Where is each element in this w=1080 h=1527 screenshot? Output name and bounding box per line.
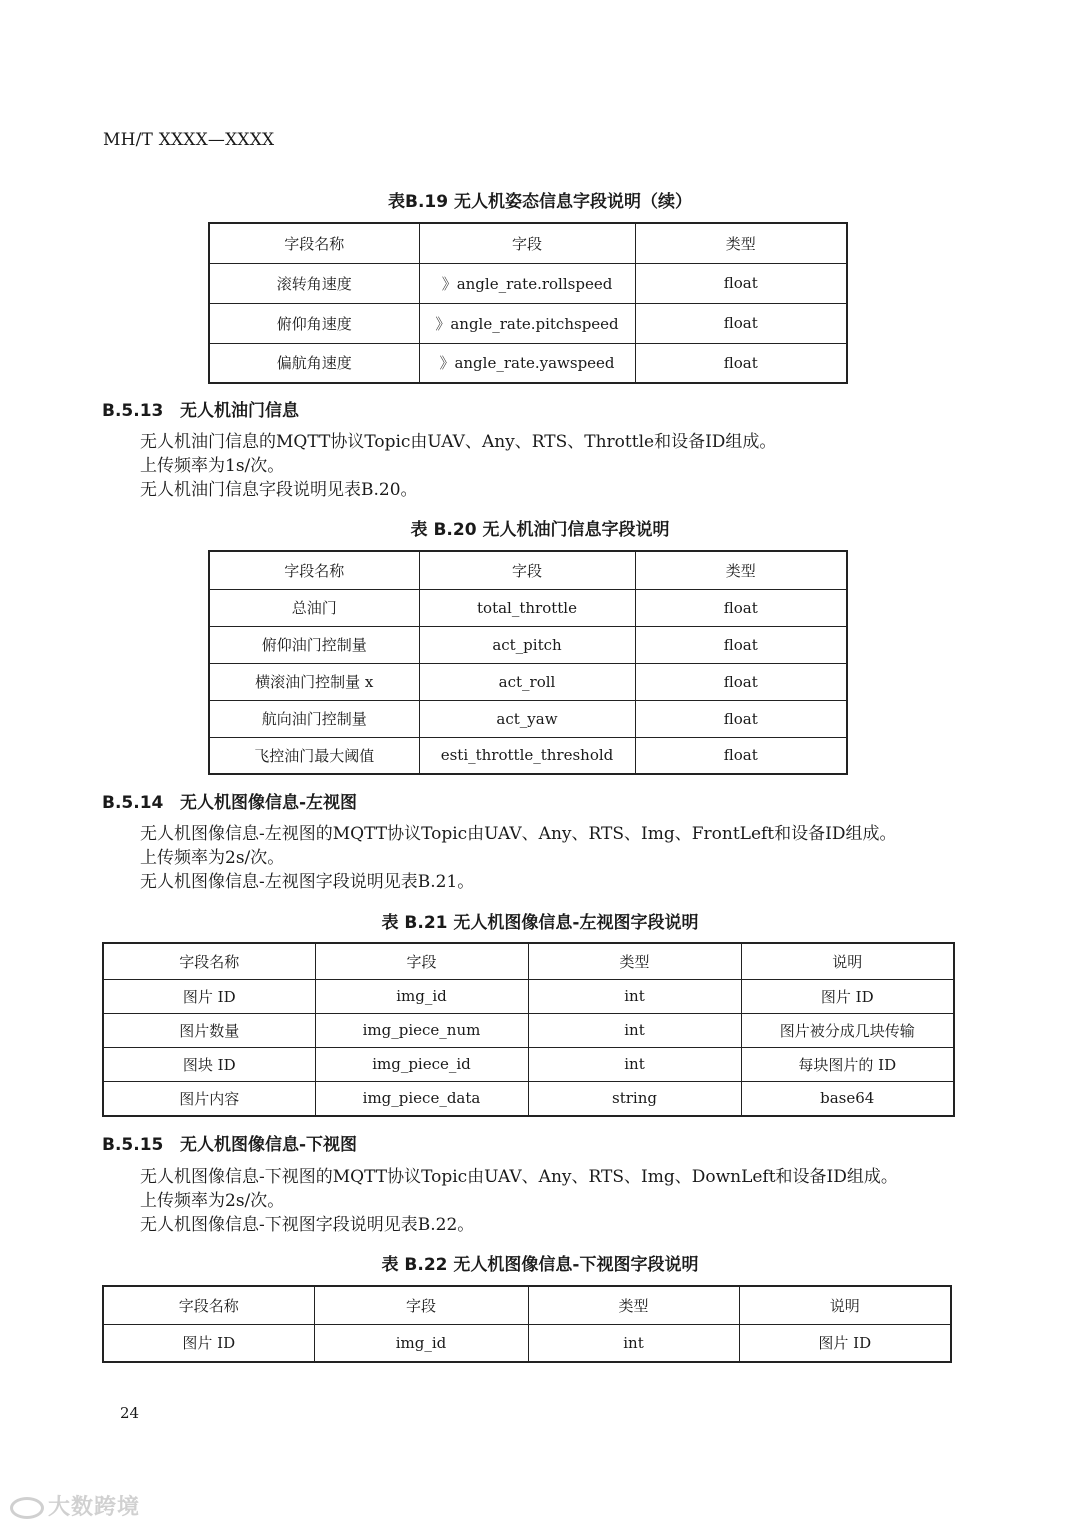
table-b22-caption: 表 B.22 无人机图像信息-下视图字段说明 <box>381 1255 699 1275</box>
header-cell: 字段名称 <box>103 1286 314 1324</box>
table-b21 <box>102 942 955 1117</box>
table-cell: float <box>635 700 847 737</box>
table-cell: int <box>528 1047 741 1081</box>
table-cell: int <box>528 1324 739 1362</box>
table-cell: float <box>635 626 847 663</box>
table-cell: 俯仰油门控制量 <box>209 626 419 663</box>
table-row <box>209 626 847 663</box>
header-cell: 字段 <box>419 551 635 589</box>
table-cell: 》angle_rate.yawspeed <box>419 343 635 383</box>
paragraph-line: 无人机图像信息-下视图的MQTT协议Topic由UAV、Any、RTS、Img、DownLeft和设备ID组成。 <box>140 1167 898 1187</box>
table-cell: 》angle_rate.pitchspeed <box>419 303 635 343</box>
table-cell: act_pitch <box>419 626 635 663</box>
table-cell: img_piece_num <box>315 1013 528 1047</box>
page-number: 24 <box>120 1404 140 1422</box>
table-cell: img_piece_id <box>315 1047 528 1081</box>
header-cell: 字段名称 <box>209 551 419 589</box>
table-b22 <box>102 1285 952 1363</box>
header-cell: 类型 <box>528 943 741 979</box>
table-cell: 飞控油门最大阈值 <box>209 737 419 774</box>
header-cell: 字段 <box>314 1286 528 1324</box>
table-cell: float <box>635 263 847 303</box>
section-title: 无人机图像信息-左视图 <box>180 793 358 813</box>
table-cell: 图片内容 <box>103 1081 315 1116</box>
header-cell: 字段名称 <box>103 943 315 979</box>
paragraph-line: 无人机图像信息-左视图字段说明见表B.21。 <box>140 872 475 892</box>
table-cell: 图片数量 <box>103 1013 315 1047</box>
table-cell: 图块 ID <box>103 1047 315 1081</box>
paragraph-line: 无人机油门信息字段说明见表B.20。 <box>140 480 418 500</box>
paragraph-line: 无人机图像信息-下视图字段说明见表B.22。 <box>140 1215 475 1235</box>
table-cell: img_id <box>314 1324 528 1362</box>
table-row <box>209 589 847 626</box>
paragraph-line: 上传频率为2s/次。 <box>140 848 285 868</box>
table-header-row <box>209 551 847 589</box>
table-row <box>103 1047 954 1081</box>
header-cell: 字段名称 <box>209 223 419 263</box>
header-cell: 类型 <box>635 223 847 263</box>
table-b20-caption: 表 B.20 无人机油门信息字段说明 <box>410 520 670 540</box>
table-cell: 图片被分成几块传输 <box>741 1013 954 1047</box>
table-cell: 图片 ID <box>739 1324 951 1362</box>
table-row <box>103 1081 954 1116</box>
table-cell: float <box>635 343 847 383</box>
table-cell: 横滚油门控制量 x <box>209 663 419 700</box>
table-cell: 航向油门控制量 <box>209 700 419 737</box>
section-heading-b5-14 <box>102 788 357 813</box>
table-cell: 图片 ID <box>103 1324 314 1362</box>
paragraph-line: 上传频率为1s/次。 <box>140 456 285 476</box>
table-cell: int <box>528 1013 741 1047</box>
section-title: 无人机图像信息-下视图 <box>180 1135 358 1155</box>
table-cell: base64 <box>741 1081 954 1116</box>
table-cell: 》angle_rate.rollspeed <box>419 263 635 303</box>
table-cell: float <box>635 303 847 343</box>
table-b19 <box>208 222 848 384</box>
table-row <box>209 263 847 303</box>
header-cell: 说明 <box>741 943 954 979</box>
table-row <box>103 979 954 1013</box>
section-b5-13-body <box>140 430 776 502</box>
table-cell: 总油门 <box>209 589 419 626</box>
table-header-row <box>209 223 847 263</box>
section-title: 无人机油门信息 <box>180 401 299 421</box>
watermark-text: 大数跨境 <box>48 1495 141 1520</box>
paragraph-line: 无人机油门信息的MQTT协议Topic由UAV、Any、RTS、Throttle和设备ID组成。 <box>140 432 777 452</box>
table-row <box>209 343 847 383</box>
document-header: MH/T XXXX—XXXX <box>103 130 275 150</box>
table-b19-caption: 表B.19 无人机姿态信息字段说明（续） <box>388 192 692 212</box>
table-cell: act_roll <box>419 663 635 700</box>
header-cell: 说明 <box>739 1286 951 1324</box>
section-heading-b5-13 <box>102 396 299 421</box>
table-cell: int <box>528 979 741 1013</box>
section-number: B.5.14 <box>102 793 164 813</box>
table-cell: 每块图片的 ID <box>741 1047 954 1081</box>
table-cell: img_id <box>315 979 528 1013</box>
watermark-logo-icon <box>10 1497 44 1519</box>
table-cell: float <box>635 737 847 774</box>
watermark <box>10 1490 140 1521</box>
table-cell: float <box>635 663 847 700</box>
header-cell: 类型 <box>528 1286 739 1324</box>
table-cell: 偏航角速度 <box>209 343 419 383</box>
table-b20 <box>208 550 848 775</box>
table-cell: esti_throttle_threshold <box>419 737 635 774</box>
table-cell: act_yaw <box>419 700 635 737</box>
section-number: B.5.15 <box>102 1135 164 1155</box>
table-header-row <box>103 943 954 979</box>
header-cell: 类型 <box>635 551 847 589</box>
header-cell: 字段 <box>315 943 528 979</box>
table-cell: img_piece_data <box>315 1081 528 1116</box>
table-row <box>103 1324 951 1362</box>
table-row <box>209 700 847 737</box>
section-b5-14-body <box>140 822 896 894</box>
table-row <box>209 663 847 700</box>
table-b21-caption: 表 B.21 无人机图像信息-左视图字段说明 <box>381 913 699 933</box>
paragraph-line: 上传频率为2s/次。 <box>140 1191 285 1211</box>
paragraph-line: 无人机图像信息-左视图的MQTT协议Topic由UAV、Any、RTS、Img、FrontLeft和设备ID组成。 <box>140 824 897 844</box>
table-cell: float <box>635 589 847 626</box>
table-cell: string <box>528 1081 741 1116</box>
section-b5-15-body <box>140 1165 898 1237</box>
table-cell: 俯仰角速度 <box>209 303 419 343</box>
table-cell: 图片 ID <box>103 979 315 1013</box>
header-cell: 字段 <box>419 223 635 263</box>
table-cell: 滚转角速度 <box>209 263 419 303</box>
table-row <box>209 737 847 774</box>
table-row <box>103 1013 954 1047</box>
section-number: B.5.13 <box>102 401 164 421</box>
table-header-row <box>103 1286 951 1324</box>
table-cell: total_throttle <box>419 589 635 626</box>
table-cell: 图片 ID <box>741 979 954 1013</box>
table-row <box>209 303 847 343</box>
section-heading-b5-15 <box>102 1130 357 1155</box>
